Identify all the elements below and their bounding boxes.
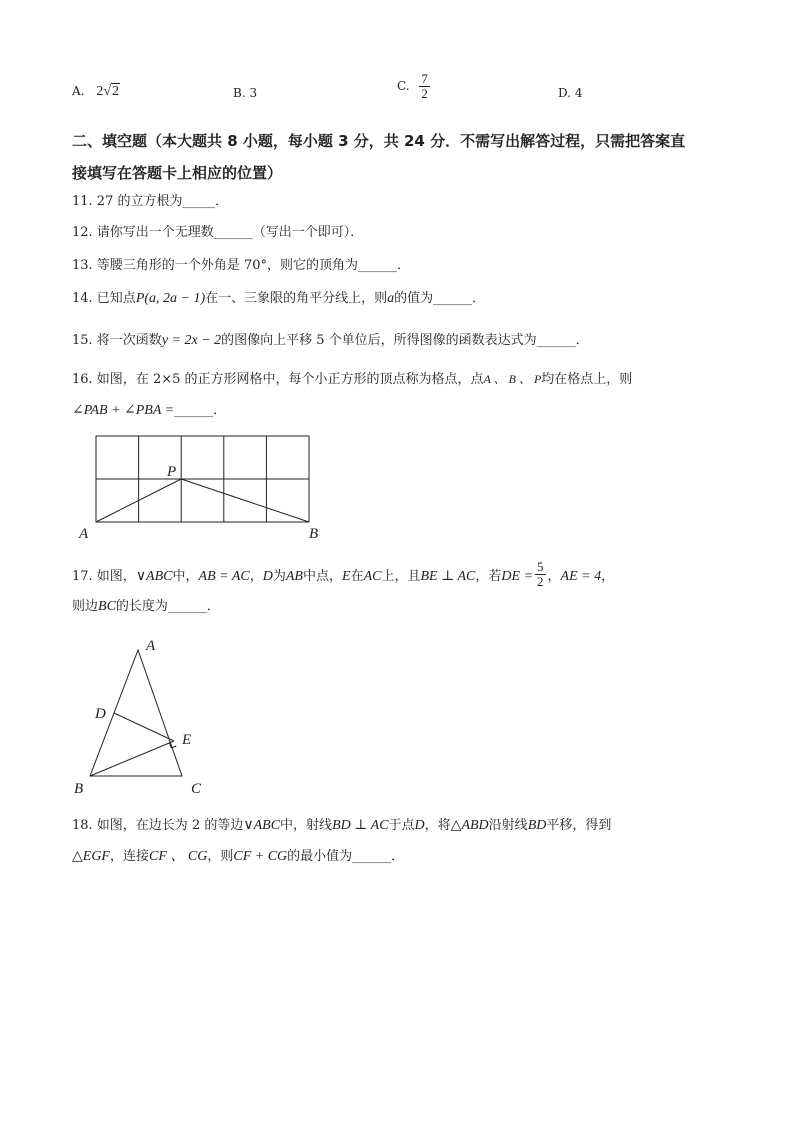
- segment-pb: [181, 479, 309, 522]
- q16-line1-post: 均在格点上，则: [541, 372, 633, 387]
- question-14: [72, 291, 485, 307]
- q18-bd-perp-ac: BD ⊥ AC: [332, 818, 389, 833]
- question-13: 13. 等腰三角形的一个外角是 70°，则它的顶角为______．: [72, 258, 410, 273]
- option-c: [397, 72, 430, 101]
- q14-pre: 14. 已知点: [72, 291, 136, 306]
- option-a: [72, 84, 120, 100]
- q18-triangle: ∨ABC: [243, 818, 281, 833]
- q17-part: ，: [547, 569, 561, 584]
- question-15: [72, 333, 589, 349]
- option-c-prefix: C.: [397, 79, 410, 93]
- q17-triangle: ∨ABC: [135, 569, 173, 584]
- grid-lines: [96, 436, 309, 522]
- question-12: 12. 请你写出一个无理数______（写出一个即可）．: [72, 225, 364, 240]
- q17-ab-eq-ac: AB = AC: [198, 569, 250, 584]
- q17-de: DE =: [501, 569, 534, 584]
- q17-ac: AC: [363, 569, 382, 584]
- q14-post: 的值为______．: [394, 291, 486, 306]
- label-c: C: [191, 781, 202, 797]
- q18-part: 18. 如图，在边长为 2 的等边: [72, 818, 244, 833]
- section-heading-line2: 接填写在答题卡上相应的位置）: [72, 164, 283, 182]
- q18-d: D: [414, 818, 425, 833]
- q17-ab: AB: [285, 569, 303, 584]
- option-a-coef: 2: [96, 84, 104, 99]
- question-18-line1: [72, 818, 611, 834]
- q15-expr: y = 2x − 2: [161, 333, 222, 348]
- label-d: D: [95, 706, 106, 722]
- q18-triangle-abd: △ABD: [450, 818, 489, 833]
- q17-part: 中点，: [302, 569, 342, 584]
- q18-part: 中，射线: [280, 818, 333, 833]
- q18-triangle-egf: △EGF: [72, 849, 110, 864]
- q18-part: 的最小值为______．: [287, 849, 405, 864]
- option-d: D. 4: [558, 86, 583, 100]
- q16-angle-expr: ∠PAB + ∠PBA =: [72, 403, 175, 418]
- q17-part: 为: [272, 569, 286, 584]
- q18-part: 沿射线: [488, 818, 528, 833]
- option-a-radicand: 2: [112, 84, 119, 99]
- label-e: E: [182, 732, 192, 748]
- q18-cf-cg: CF 、 CG: [149, 849, 208, 864]
- label-b: B: [74, 781, 84, 797]
- q18-part: 于点: [388, 818, 415, 833]
- q14-var: a: [387, 291, 395, 306]
- option-a-value: 2√2: [96, 84, 119, 99]
- label-p: P: [167, 464, 177, 480]
- figure-16-grid: [70, 430, 330, 545]
- q17-part: 在: [350, 569, 364, 584]
- q17-line2-post: 的长度为______．: [115, 599, 220, 614]
- q15-post: 的图像向上平移 5 个单位后，所得图像的函数表达式为______．: [221, 333, 589, 348]
- segment-be: [90, 741, 174, 776]
- q14-mid: 在一、三象限的角平分线上，则: [205, 291, 388, 306]
- figure-17-triangle: [70, 630, 230, 800]
- q17-ae: AE = 4: [560, 569, 602, 584]
- q17-part: ，: [249, 569, 263, 584]
- q16-blank: ______．: [174, 403, 227, 418]
- option-b: B. 3: [233, 86, 258, 100]
- question-18-line2: [72, 849, 404, 865]
- q18-bd: BD: [527, 818, 547, 833]
- section-heading-line1: 二、填空题（本大题共 8 小题，每小题 3 分，共 24 分．不需写出解答过程，只需把答案直: [72, 132, 686, 150]
- question-16-line1: [72, 371, 632, 388]
- q18-part: ，则: [207, 849, 234, 864]
- label-a: A: [79, 526, 89, 542]
- q17-part: 中，: [172, 569, 199, 584]
- q17-part: ，: [601, 569, 615, 584]
- q17-frac-num: 5: [537, 559, 544, 574]
- q17-frac-den: 2: [537, 574, 544, 589]
- q17-part: 上，且: [381, 569, 421, 584]
- question-11: 11. 27 的立方根为_____．: [72, 194, 228, 209]
- q17-part: 17. 如图，: [72, 569, 136, 584]
- q17-part: ，若: [475, 569, 502, 584]
- option-c-fraction: [419, 72, 430, 101]
- q18-part: ，将: [424, 818, 451, 833]
- question-17-line2: [72, 599, 220, 615]
- q15-pre: 15. 将一次函数: [72, 333, 162, 348]
- q18-part: ，连接: [109, 849, 149, 864]
- q17-bc: BC: [98, 599, 116, 614]
- option-c-den: 2: [421, 86, 428, 101]
- q17-line2-pre: 则边: [72, 599, 99, 614]
- question-17-line1: [72, 559, 615, 591]
- label-b: B: [309, 526, 319, 542]
- question-16-line2: [72, 403, 226, 419]
- q17-d: D: [262, 569, 273, 584]
- q17-fraction: [535, 560, 546, 589]
- option-c-num: 7: [421, 71, 428, 86]
- q16-points: A 、 B 、 P: [483, 372, 542, 386]
- q14-point: P(a, 2a − 1): [135, 291, 206, 306]
- label-a: A: [146, 638, 156, 654]
- option-a-prefix: A.: [72, 84, 85, 98]
- q17-e: E: [342, 569, 351, 584]
- q18-sum: CF + CG: [233, 849, 288, 864]
- q16-line1-pre: 16. 如图，在 2×5 的正方形网格中，每个小正方形的顶点称为格点，点: [72, 372, 484, 387]
- q18-part: 平移，得到: [546, 818, 612, 833]
- q17-perp: BE ⊥ AC: [420, 569, 476, 584]
